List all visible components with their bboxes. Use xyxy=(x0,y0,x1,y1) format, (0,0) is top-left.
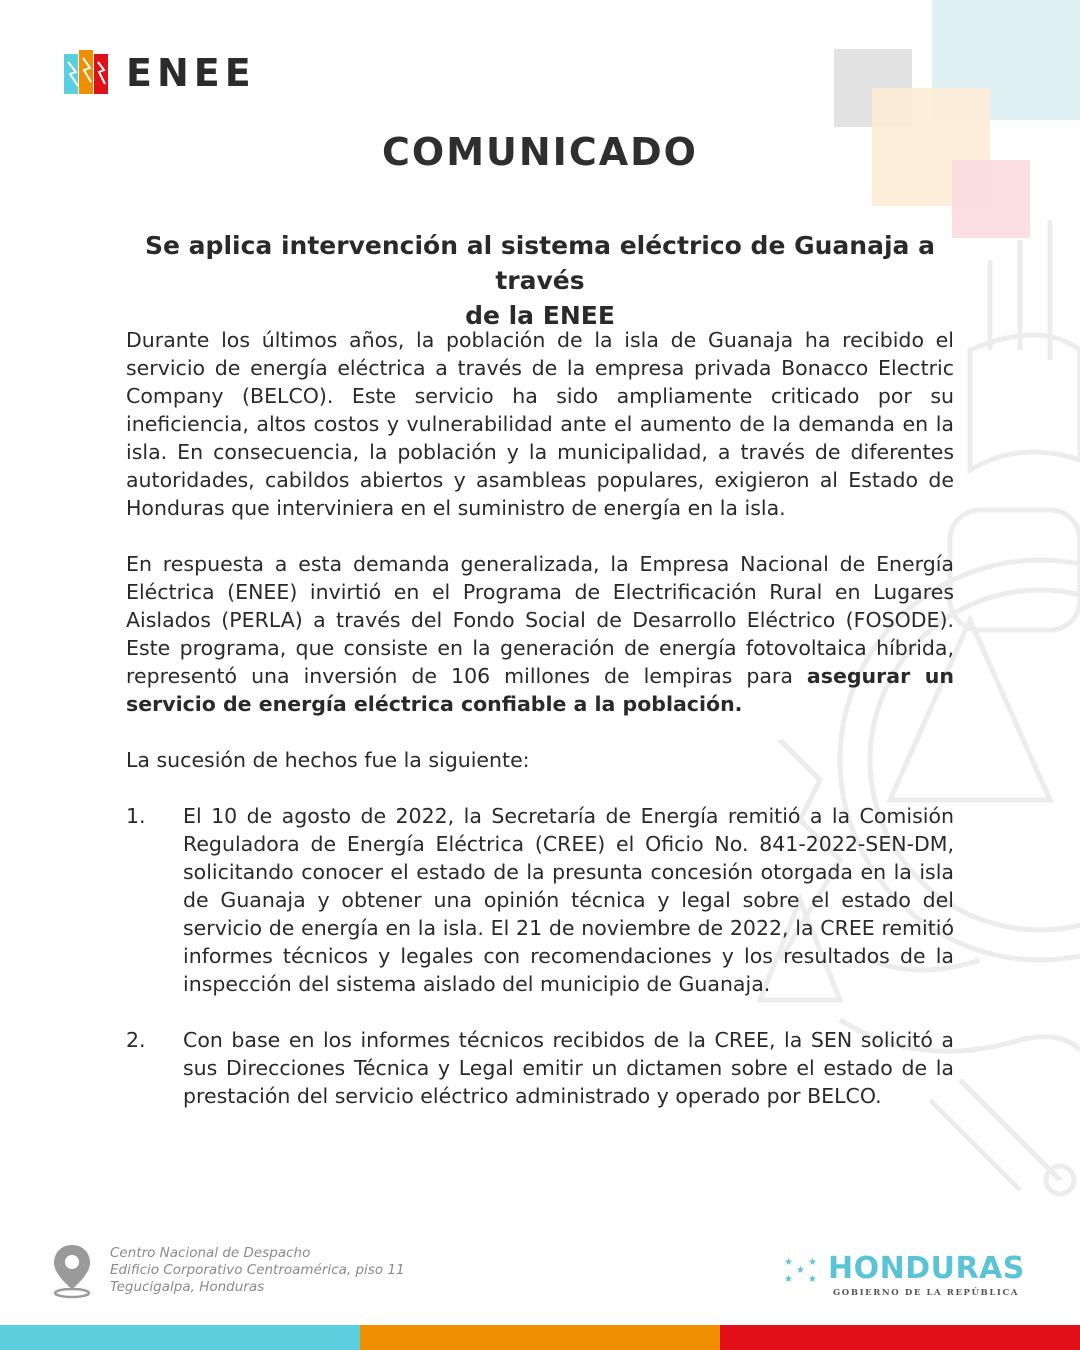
svg-text:★: ★ xyxy=(808,1274,817,1285)
list-item-number: 1. xyxy=(126,804,146,828)
list-item xyxy=(126,1026,954,1110)
footer-bar-orange xyxy=(360,1325,720,1350)
paragraph-2 xyxy=(126,550,954,718)
location-pin-icon xyxy=(52,1243,92,1299)
paragraph-2-bold: asegurar un servicio de energía eléctrica confiable a la población. xyxy=(126,664,954,716)
paragraph-3: La sucesión de hechos fue la siguiente: xyxy=(126,748,530,772)
paragraph-2-text: En respuesta a esta demanda generalizada, la Empresa Nacional de Energía Eléctrica (ENEE) invirtió en el Programa de Electrificación Rural en Lugares Aislados (PERLA) a través del Fondo Social de Desarrollo Eléctrico (FOSODE). Este programa, que consiste en la generación de energía fotovoltaica híbrida, representó una inversión de 106 millones de lempiras para xyxy=(126,552,954,688)
body-text xyxy=(126,326,954,1110)
enee-logo xyxy=(64,50,256,96)
svg-text:★: ★ xyxy=(808,1257,817,1268)
gov-name: HONDURAS xyxy=(828,1251,1025,1286)
list-item-text: El 10 de agosto de 2022, la Secretaría de Energía remitió a la Comisión Reguladora de Energía Eléctrica (CREE) el Oficio No. 841-2022-SEN-DM, solicitando conocer el estado de la presunta concesión otorgada en la isla de Guanaja y obtener una opinión técnica y legal sobre el estado del servicio de energía en la isla. El 21 de noviembre de 2022, la CREE remitió informes técnicos y legales con recomendaciones y los resultados de la inspección del sistema aislado del municipio de Guanaja. xyxy=(183,804,954,996)
footer-bar-red xyxy=(720,1325,1080,1350)
headline-line-2: de la ENEE xyxy=(465,301,615,330)
headline xyxy=(126,228,954,333)
gov-subtitle: GOBIERNO DE LA REPÚBLICA xyxy=(832,1288,1020,1298)
footer-bar-cyan xyxy=(0,1325,360,1350)
list-item-text: Con base en los informes técnicos recibidos de la CREE, la SEN solicitó a sus Direcciones Técnica y Legal emitir un dictamen sobre el estado de la prestación del servicio eléctrico administrado y operado por BELCO. xyxy=(183,1028,954,1108)
page-title: COMUNICADO xyxy=(382,130,698,174)
svg-text:★: ★ xyxy=(796,1265,805,1276)
address-line-3: Tegucigalpa, Honduras xyxy=(110,1279,265,1295)
footer-address xyxy=(110,1245,405,1296)
svg-text:★: ★ xyxy=(784,1257,793,1268)
honduras-government-logo xyxy=(782,1250,1032,1302)
enee-logo-text: ENEE xyxy=(126,51,256,95)
address-line-2: Edificio Corporativo Centroamérica, piso 11 xyxy=(110,1262,405,1278)
enee-logo-icon xyxy=(64,50,108,96)
address-line-1: Centro Nacional de Despacho xyxy=(110,1245,311,1261)
svg-text:★: ★ xyxy=(784,1274,793,1285)
stars-icon xyxy=(782,1255,824,1285)
headline-line-1: Se aplica intervención al sistema eléctrico de Guanaja a través xyxy=(145,231,935,295)
list-item xyxy=(126,802,954,998)
paragraph-1: Durante los últimos años, la población de la isla de Guanaja ha recibido el servicio de energía eléctrica a través de la empresa privada Bonacco Electric Company (BELCO). Este servicio ha sido ampliamente criticado por su ineficiencia, altos costos y vulnerabilidad ante el aumento de la demanda en la isla. En consecuencia, la población y la municipalidad, a través de diferentes autoridades, cabildos abiertos y asambleas populares, exigieron al Estado de Honduras que interviniera en el suministro de energía en la isla. xyxy=(126,328,954,520)
list-item-number: 2. xyxy=(126,1028,146,1052)
